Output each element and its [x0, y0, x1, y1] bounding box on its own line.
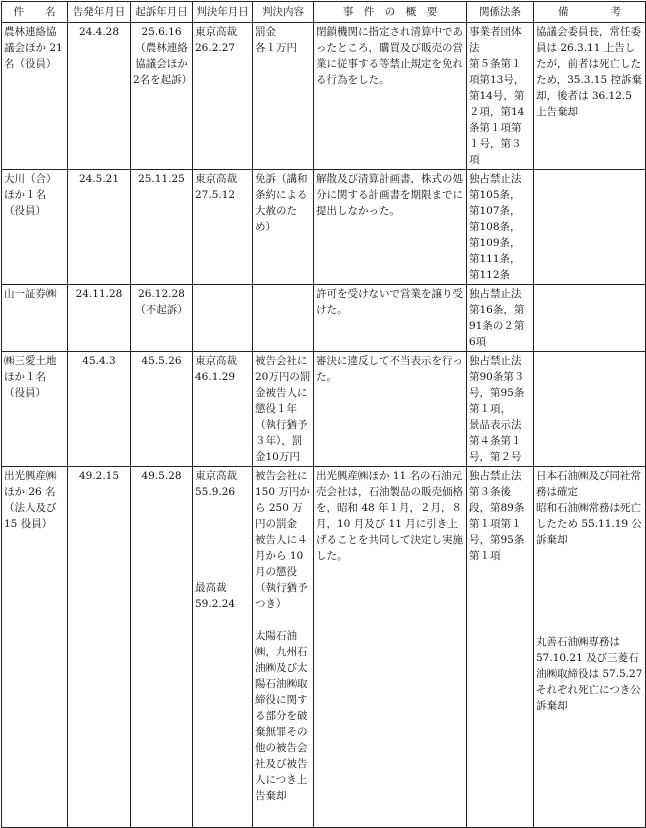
table-row [2, 23, 646, 170]
indictment-date: 49.5.28 [131, 467, 193, 828]
accusation-date: 24.11.28 [68, 285, 131, 352]
remarks [534, 170, 646, 285]
related-laws: 独占禁止法 第90条第３号，第95条第１項， 景品表示法 第４条第１号，第２号 [467, 352, 534, 467]
case-name: 農林連絡協議会ほか 21 名（役員） [2, 23, 68, 170]
judgment-date: 東京高裁 26.2.27 [193, 23, 253, 170]
judgment-date-cell [193, 467, 253, 828]
table-row [2, 285, 646, 352]
accusation-date: 24.5.21 [68, 170, 131, 285]
related-laws: 独占禁止法 第16条，第91条の２第6項 [467, 285, 534, 352]
indictment-date: 25.11.25 [131, 170, 193, 285]
header-case-name: 件 名 [2, 2, 68, 23]
related-laws: 事業者団体法 第５条第１項第13号，第14号，第２項，第14条第１項第１号，第３項 [467, 23, 534, 170]
judgment-cell [253, 467, 314, 828]
header-remarks: 備 考 [534, 2, 646, 23]
case-name: ㈱三愛土地ほか１名（役員） [2, 352, 68, 467]
case-summary: 出光興産㈱ほか 11 名の石油元売会社は，石油製品の販売価格を，昭和 48 年１月，２月，８月，10 月及び 11 月に引き上げることを共同して決定し実施した。 [314, 467, 467, 828]
judgment: 被告会社に20万円の罰金被告人に懲役１年（執行猶予３年），罰金10万円 [253, 352, 314, 467]
remarks: 協議会委員長，常任委員は 26.3.11 上告したが，前者は死亡したため，35.3.15 控訴棄却，後者は 36.12.5 上告棄却 [534, 23, 646, 170]
case-summary: 閉鎖機関に指定され清算中であったところ，購買及び販売の営業に従事する等禁止規定を免れる行為をした。 [314, 23, 467, 170]
judgment [253, 285, 314, 352]
accusation-date: 24.4.28 [68, 23, 131, 170]
header-judgment-date: 判決年月日 [193, 2, 253, 23]
header-indictment-date: 起訴年月日 [131, 2, 193, 23]
accusation-date: 49.2.15 [68, 467, 131, 828]
judgment-date: 東京高裁 55.9.26 [195, 470, 237, 498]
table-row [2, 170, 646, 285]
header-row [2, 2, 646, 23]
judgment: 被告会社に150 万円から 250 万円の罰金 被告人に４月から 10 月の懲役（執行猶予つき） [255, 470, 310, 610]
case-table [1, 1, 646, 828]
table-row [2, 352, 646, 467]
case-name: 山一証券㈱ [2, 285, 68, 352]
indictment-date: 45.5.26 [131, 352, 193, 467]
indictment-date: 25.6.16 （農林連絡協議会ほか2名を起訴） [131, 23, 193, 170]
related-laws: 独占禁止法 第105条， 第107条， 第108条， 第109条， 第111条， 第112条 [467, 170, 534, 285]
accusation-date: 45.4.3 [68, 352, 131, 467]
remarks-cell [534, 467, 646, 828]
case-name: 出光興産㈱ほか 26 名（法人及び 15 役員） [2, 467, 68, 828]
judgment: 免訴（講和条約による大赦のため） [253, 170, 314, 285]
case-summary: 審決に違反して不当表示を行った。 [314, 352, 467, 467]
header-judgment: 判決内容 [253, 2, 314, 23]
remarks: 日本石油㈱及び同社常務は確定 昭和石油㈱常務は死亡したため 55.11.19 公訴棄却 [536, 470, 642, 546]
judgment-date: 東京高裁 46.1.29 [193, 352, 253, 467]
case-summary: 許可を受けないで営業を譲り受けた。 [314, 285, 467, 352]
table-row [2, 467, 646, 828]
remarks-supreme: 丸善石油㈱専務は 57.10.21 及び三菱石油㈱取締役は 57.5.27 それぞれ死亡につき公訴棄却 [536, 636, 643, 712]
judgment-date-supreme: 最高裁 59.2.24 [195, 582, 236, 610]
remarks [534, 285, 646, 352]
judgment-date: 東京高裁 27.5.12 [193, 170, 253, 285]
judgment: 罰金 各１万円 [253, 23, 314, 170]
header-summary: 事 件 の 概 要 [314, 2, 467, 23]
case-name: 大川（合）ほか１名（役員） [2, 170, 68, 285]
judgment-date [193, 285, 253, 352]
indictment-date: 26.12.28 （不起訴） [131, 285, 193, 352]
remarks [534, 352, 646, 467]
judgment-supreme: 太陽石油㈱，九州石油㈱及び太陽石油㈱取締役に関する部分を破棄無罪その他の被告会社及び被告人につき上告棄却 [255, 630, 308, 802]
related-laws: 独占禁止法 第３条後段，第89条第１項第１号，第95条第１項 [467, 467, 534, 828]
header-laws: 関係法条 [467, 2, 534, 23]
header-accusation-date: 告発年月日 [68, 2, 131, 23]
case-summary: 解散及び清算計画書，株式の処分に関する計画書を期限までに提出しなかった。 [314, 170, 467, 285]
